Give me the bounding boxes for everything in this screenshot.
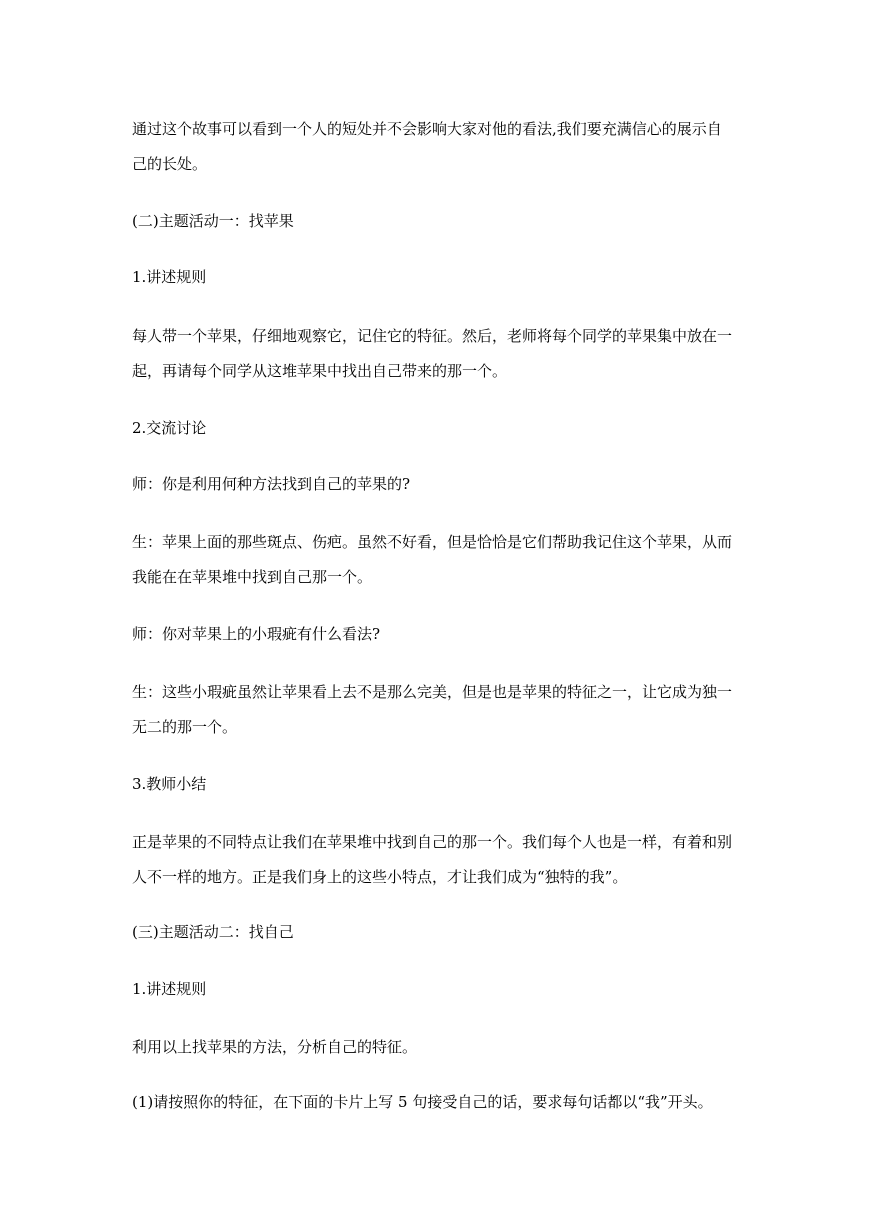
text-line: 每人带一个苹果，仔细地观察它，记住它的特征。然后，老师将每个同学的苹果集中放在一: [132, 327, 733, 345]
subheading-summary: [132, 767, 742, 802]
paragraph-conclusion: [132, 112, 742, 182]
paragraph-teacher-question-1: [132, 467, 742, 502]
subheading-rules-2: [132, 972, 742, 1007]
text-line: 我能在在苹果堆中找到自己那一个。: [132, 568, 373, 586]
paragraph-student-answer-2: [132, 675, 742, 745]
paragraph-student-answer-1: [132, 525, 742, 595]
text-line: 起，再请每个同学从这堆苹果中找出自己带来的那一个。: [132, 362, 508, 380]
section-heading-activity-two: [132, 915, 742, 950]
text-line: 师：你是利用何种方法找到自己的苹果的?: [132, 475, 411, 493]
section-heading-activity-one: [132, 204, 742, 239]
text-line: (二)主题活动一：找苹果: [132, 212, 294, 230]
paragraph-summary: [132, 825, 742, 895]
subheading-rules: [132, 260, 742, 295]
text-line: 1.讲述规则: [132, 268, 207, 286]
text-line: 2.交流讨论: [132, 419, 207, 437]
text-line: 师：你对苹果上的小瑕疵有什么看法?: [132, 625, 381, 643]
text-line: 通过这个故事可以看到一个人的短处并不会影响大家对他的看法,我们要充满信心的展示自: [132, 120, 722, 138]
text-line: 生：这些小瑕疵虽然让苹果看上去不是那么完美，但是也是苹果的特征之一，让它成为独一: [132, 683, 733, 701]
subheading-discussion: [132, 411, 742, 446]
text-line: 利用以上找苹果的方法，分析自己的特征。: [132, 1038, 418, 1056]
text-line: 生：苹果上面的那些斑点、伤疤。虽然不好看，但是恰恰是它们帮助我记住这个苹果，从而: [132, 533, 733, 551]
text-line: 己的长处。: [132, 155, 208, 173]
text-line: (三)主题活动二：找自己: [132, 923, 294, 941]
text-line: (1)请按照你的特征，在下面的卡片上写 5 句接受自己的话，要求每句话都以“我”开头。: [132, 1093, 713, 1111]
text-line: 3.教师小结: [132, 775, 207, 793]
text-line: 人不一样的地方。正是我们身上的这些小特点，才让我们成为“独特的我”。: [132, 868, 628, 886]
text-line: 无二的那一个。: [132, 718, 238, 736]
paragraph-teacher-question-2: [132, 617, 742, 652]
paragraph-method: [132, 1030, 742, 1065]
text-line: 正是苹果的不同特点让我们在苹果堆中找到自己的那一个。我们每个人也是一样，有着和别: [132, 833, 733, 851]
text-line: 1.讲述规则: [132, 980, 207, 998]
paragraph-instruction: [132, 1085, 742, 1120]
paragraph-rules: [132, 319, 742, 389]
